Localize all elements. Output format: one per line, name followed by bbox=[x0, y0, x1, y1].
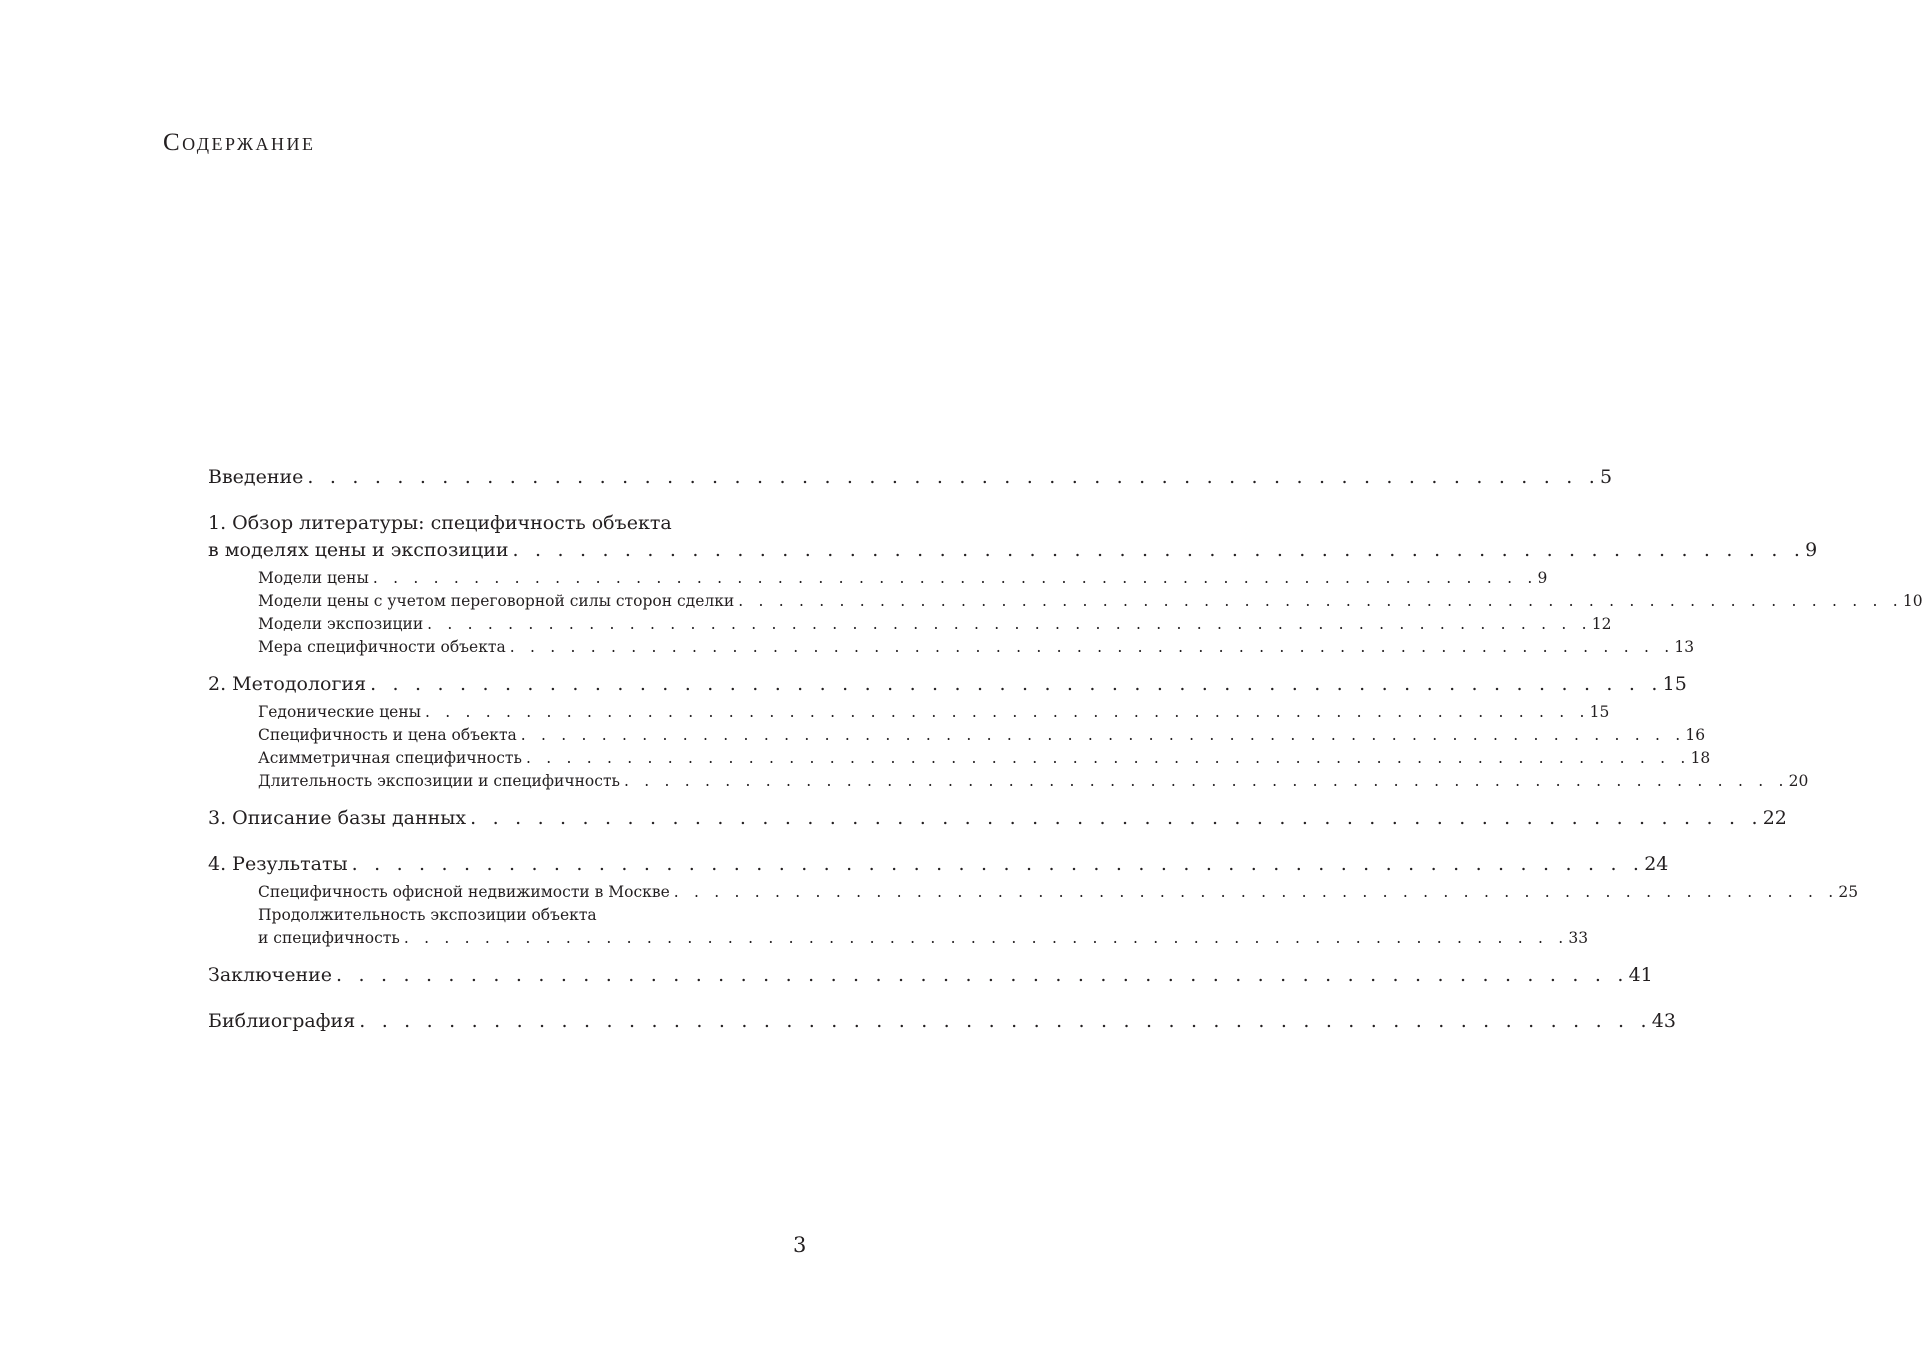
toc-subentry-label: Асимметричная специфичность bbox=[258, 749, 522, 767]
toc-subentry-label: и специфичность bbox=[258, 929, 400, 947]
toc-subentry-label: Длительность экспозиции и специфичность bbox=[258, 772, 620, 790]
toc-page-number: 13 bbox=[1674, 638, 1695, 656]
toc-subentry-label: Гедонические цены bbox=[258, 703, 421, 721]
page-title: Содержание bbox=[163, 129, 316, 156]
dot-leader: . . . . . . . . . . . . . . . . . . . . . . . . . . . . . . . . . . . . . . . . . . . . . . . . . . . . . . . . . . bbox=[336, 964, 1629, 986]
toc-entry-label: 2. Методология bbox=[208, 673, 367, 695]
toc-page-number: 20 bbox=[1788, 772, 1809, 790]
page-number-footer: 3 bbox=[793, 1233, 807, 1257]
toc-subentry[interactable] bbox=[208, 701, 1610, 724]
toc-entry-label: Библиография bbox=[208, 1010, 356, 1032]
toc-subentry[interactable] bbox=[208, 770, 1809, 793]
toc-page-number: 15 bbox=[1662, 673, 1687, 695]
toc-page-number: 9 bbox=[1537, 569, 1548, 587]
toc-entry-label-line1: 1. Обзор литературы: специфичность объекта bbox=[208, 512, 672, 534]
dot-leader: . . . . . . . . . . . . . . . . . . . . . . . . . . . . . . . . . . . . . . . . . . . . . . . . . . . . . . . . . . bbox=[673, 883, 1839, 901]
toc-subentry-label: Специфичность и цена объекта bbox=[258, 726, 517, 744]
toc-page-number: 15 bbox=[1589, 703, 1610, 721]
toc-subentry-label: Модели экспозиции bbox=[258, 615, 424, 633]
toc-page-number: 41 bbox=[1628, 964, 1653, 986]
dot-leader: . . . . . . . . . . . . . . . . . . . . . . . . . . . . . . . . . . . . . . . . . . . . . . . . . . . . . . . . . . bbox=[359, 1010, 1652, 1032]
toc-subentry-label: Модели цены bbox=[258, 569, 369, 587]
dot-leader: . . . . . . . . . . . . . . . . . . . . . . . . . . . . . . . . . . . . . . . . . . . . . . . . . . . . . . . . . . bbox=[372, 569, 1538, 587]
dot-leader: . . . . . . . . . . . . . . . . . . . . . . . . . . . . . . . . . . . . . . . . . . . . . . . . . . . . . . . . . . bbox=[623, 772, 1789, 790]
toc-entry-chapter-1[interactable] bbox=[208, 510, 1818, 564]
dot-leader: . . . . . . . . . . . . . . . . . . . . . . . . . . . . . . . . . . . . . . . . . . . . . . . . . . . . . . . . . . bbox=[403, 929, 1569, 947]
toc-subentry[interactable] bbox=[208, 881, 1859, 904]
toc-page-number: 10 bbox=[1902, 592, 1923, 610]
toc-subentry-label: Модели цены с учетом переговорной силы сторон сделки bbox=[258, 592, 735, 610]
dot-leader: . . . . . . . . . . . . . . . . . . . . . . . . . . . . . . . . . . . . . . . . . . . . . . . . . . . . . . . . . . bbox=[525, 749, 1691, 767]
toc-entry-chapter-2[interactable] bbox=[208, 671, 1687, 698]
dot-leader: . . . . . . . . . . . . . . . . . . . . . . . . . . . . . . . . . . . . . . . . . . . . . . . . . . . . . . . . . . bbox=[307, 466, 1600, 488]
toc-subentry[interactable] bbox=[208, 567, 1548, 590]
toc-subentry-label-line1: Продолжительность экспозиции объекта bbox=[258, 906, 597, 924]
dot-leader: . . . . . . . . . . . . . . . . . . . . . . . . . . . . . . . . . . . . . . . . . . . . . . . . . . . . . . . . . . bbox=[470, 807, 1763, 829]
dot-leader: . . . . . . . . . . . . . . . . . . . . . . . . . . . . . . . . . . . . . . . . . . . . . . . . . . . . . . . . . . bbox=[370, 673, 1663, 695]
toc-entry-conclusion[interactable] bbox=[208, 962, 1653, 989]
toc-subentry[interactable] bbox=[208, 590, 1923, 613]
toc-entry-bibliography[interactable] bbox=[208, 1008, 1676, 1035]
toc-entry-chapter-3[interactable] bbox=[208, 805, 1787, 832]
dot-leader: . . . . . . . . . . . . . . . . . . . . . . . . . . . . . . . . . . . . . . . . . . . . . . . . . . . . . . . . . . bbox=[425, 703, 1590, 721]
toc-subentry[interactable] bbox=[208, 613, 1612, 636]
toc-page-number: 16 bbox=[1685, 726, 1706, 744]
dot-leader: . . . . . . . . . . . . . . . . . . . . . . . . . . . . . . . . . . . . . . . . . . . . . . . . . . . . . . . . . . bbox=[520, 726, 1686, 744]
toc-entry-chapter-4[interactable] bbox=[208, 851, 1669, 878]
toc-subentry[interactable] bbox=[208, 724, 1706, 747]
toc-page-number: 33 bbox=[1568, 929, 1589, 947]
toc-page-number: 18 bbox=[1690, 749, 1711, 767]
dot-leader: . . . . . . . . . . . . . . . . . . . . . . . . . . . . . . . . . . . . . . . . . . . . . . . . . . . . . . . . . . bbox=[427, 615, 1592, 633]
toc-page-number: 43 bbox=[1651, 1010, 1676, 1032]
toc-subentry-label: Специфичность офисной недвижимости в Москве bbox=[258, 883, 670, 901]
toc-entry-label: Введение bbox=[208, 466, 304, 488]
table-of-contents bbox=[208, 464, 1923, 1035]
toc-entry-label: 3. Описание базы данных bbox=[208, 807, 467, 829]
toc-subentry-label: Мера специфичности объекта bbox=[258, 638, 506, 656]
toc-page-number: 25 bbox=[1838, 883, 1859, 901]
toc-page-number: 9 bbox=[1805, 539, 1818, 561]
toc-entry-label: в моделях цены и экспозиции bbox=[208, 539, 509, 561]
toc-subentry[interactable] bbox=[208, 904, 1589, 950]
toc-page-number: 5 bbox=[1599, 466, 1613, 488]
dot-leader: . . . . . . . . . . . . . . . . . . . . . . . . . . . . . . . . . . . . . . . . . . . . . . . . . . . . . . . . . . bbox=[509, 638, 1675, 656]
dot-leader: . . . . . . . . . . . . . . . . . . . . . . . . . . . . . . . . . . . . . . . . . . . . . . . . . . . . . . . . . . bbox=[512, 539, 1806, 561]
toc-entry-intro[interactable] bbox=[208, 464, 1613, 491]
toc-page-number: 12 bbox=[1591, 615, 1612, 633]
toc-entry-label: 4. Результаты bbox=[208, 853, 348, 875]
dot-leader: . . . . . . . . . . . . . . . . . . . . . . . . . . . . . . . . . . . . . . . . . . . . . . . . . . . . . . . . . . bbox=[738, 592, 1903, 610]
toc-page-number: 24 bbox=[1644, 853, 1669, 875]
toc-subentry[interactable] bbox=[208, 747, 1711, 770]
dot-leader: . . . . . . . . . . . . . . . . . . . . . . . . . . . . . . . . . . . . . . . . . . . . . . . . . . . . . . . . . . bbox=[351, 853, 1645, 875]
toc-page-number: 22 bbox=[1762, 807, 1787, 829]
toc-entry-label: Заключение bbox=[208, 964, 333, 986]
toc-subentry[interactable] bbox=[208, 636, 1695, 659]
